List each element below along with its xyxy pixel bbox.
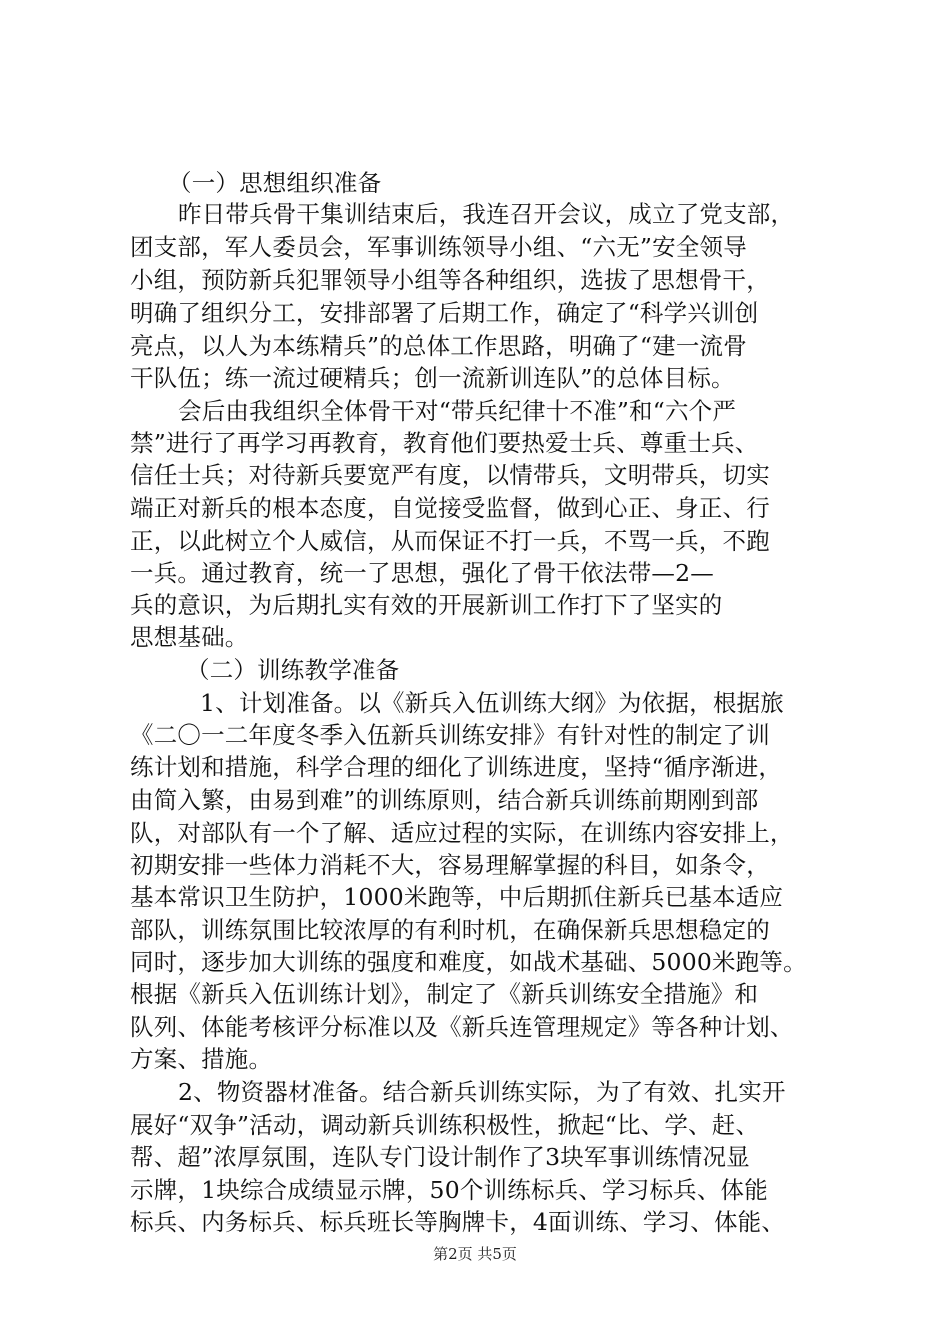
text-line: 《二〇一二年度冬季入伍新兵训练安排》有针对性的制定了训	[130, 721, 770, 749]
text-line: 亮点，以人为本练精兵”的总体工作思路，明确了“建一流骨	[130, 332, 747, 360]
text-line: 练计划和措施，科学合理的细化了训练进度，坚持“循序渐进，	[130, 753, 783, 781]
text-line: 队列、体能考核评分标准以及《新兵连管理规定》等各种计划、	[130, 1013, 794, 1041]
text-line: 同时，逐步加大训练的强度和难度，如战术基础、5000米跑等。	[130, 948, 807, 976]
text-line: （一）思想组织准备	[168, 169, 382, 197]
text-line: 端正对新兵的根本态度，自觉接受监督，做到心正、身正、行	[130, 494, 770, 522]
text-line: 帮、超”浓厚氛围，连队专门设计制作了3块军事训练情况显	[130, 1143, 750, 1171]
text-line: 根据《新兵入伍训练计划》，制定了《新兵训练安全措施》和	[130, 980, 759, 1008]
text-line: （二）训练教学准备	[186, 656, 400, 684]
text-line: 展好“双争”活动，调动新兵训练积极性，掀起“比、学、赶、	[130, 1111, 760, 1139]
text-line: 由简入繁，由易到难”的训练原则，结合新兵训练前期刚到部	[130, 786, 759, 814]
text-line: 会后由我组织全体骨干对“带兵纪律十不准”和“六个严	[178, 397, 737, 425]
text-line: 明确了组织分工，安排部署了后期工作，确定了“科学兴训创	[130, 299, 759, 327]
text-line: 方案、措施。	[130, 1045, 273, 1073]
text-line: 团支部，军人委员会，军事训练领导小组、“六无”安全领导	[130, 233, 747, 261]
text-line: 昨日带兵骨干集训结束后，我连召开会议，成立了党支部，	[178, 200, 795, 228]
text-line: 标兵、内务标兵、标兵班长等胸牌卡，4面训练、学习、体能、	[130, 1208, 786, 1236]
text-line: 基本常识卫生防护，1000米跑等，中后期抓住新兵已基本适应	[130, 883, 784, 911]
text-line: 部队，训练氛围比较浓厚的有利时机，在确保新兵思想稳定的	[130, 916, 770, 944]
text-line: 思想基础。	[130, 623, 249, 651]
page-footer: 第2页 共5页	[433, 1245, 517, 1263]
text-line: 信任士兵；对待新兵要宽严有度，以情带兵，文明带兵，切实	[130, 461, 770, 489]
text-line: 小组，预防新兵犯罪领导小组等各种组织，选拔了思想骨干，	[130, 266, 770, 294]
text-line: 1、计划准备。以《新兵入伍训练大纲》为依据，根据旅	[200, 689, 784, 717]
text-line: 2、物资器材准备。结合新兵训练实际，为了有效、扎实开	[178, 1078, 786, 1106]
text-line: 兵的意识，为后期扎实有效的开展新训工作打下了坚实的	[130, 591, 723, 619]
text-line: 干队伍；练一流过硬精兵；创一流新训连队”的总体目标。	[130, 364, 735, 392]
text-line: 初期安排一些体力消耗不大，容易理解掌握的科目，如条令，	[130, 851, 770, 879]
text-line: 禁”进行了再学习再教育，教育他们要热爱士兵、尊重士兵、	[130, 429, 759, 457]
text-line: 队，对部队有一个了解、适应过程的实际，在训练内容安排上，	[130, 819, 794, 847]
text-line: 示牌，1块综合成绩显示牌，50个训练标兵、学习标兵、体能	[130, 1176, 768, 1204]
text-line: 一兵。通过教育，统一了思想，强化了骨干依法带—2—	[130, 559, 714, 587]
text-line: 正，以此树立个人威信，从而保证不打一兵，不骂一兵，不跑	[130, 527, 770, 555]
